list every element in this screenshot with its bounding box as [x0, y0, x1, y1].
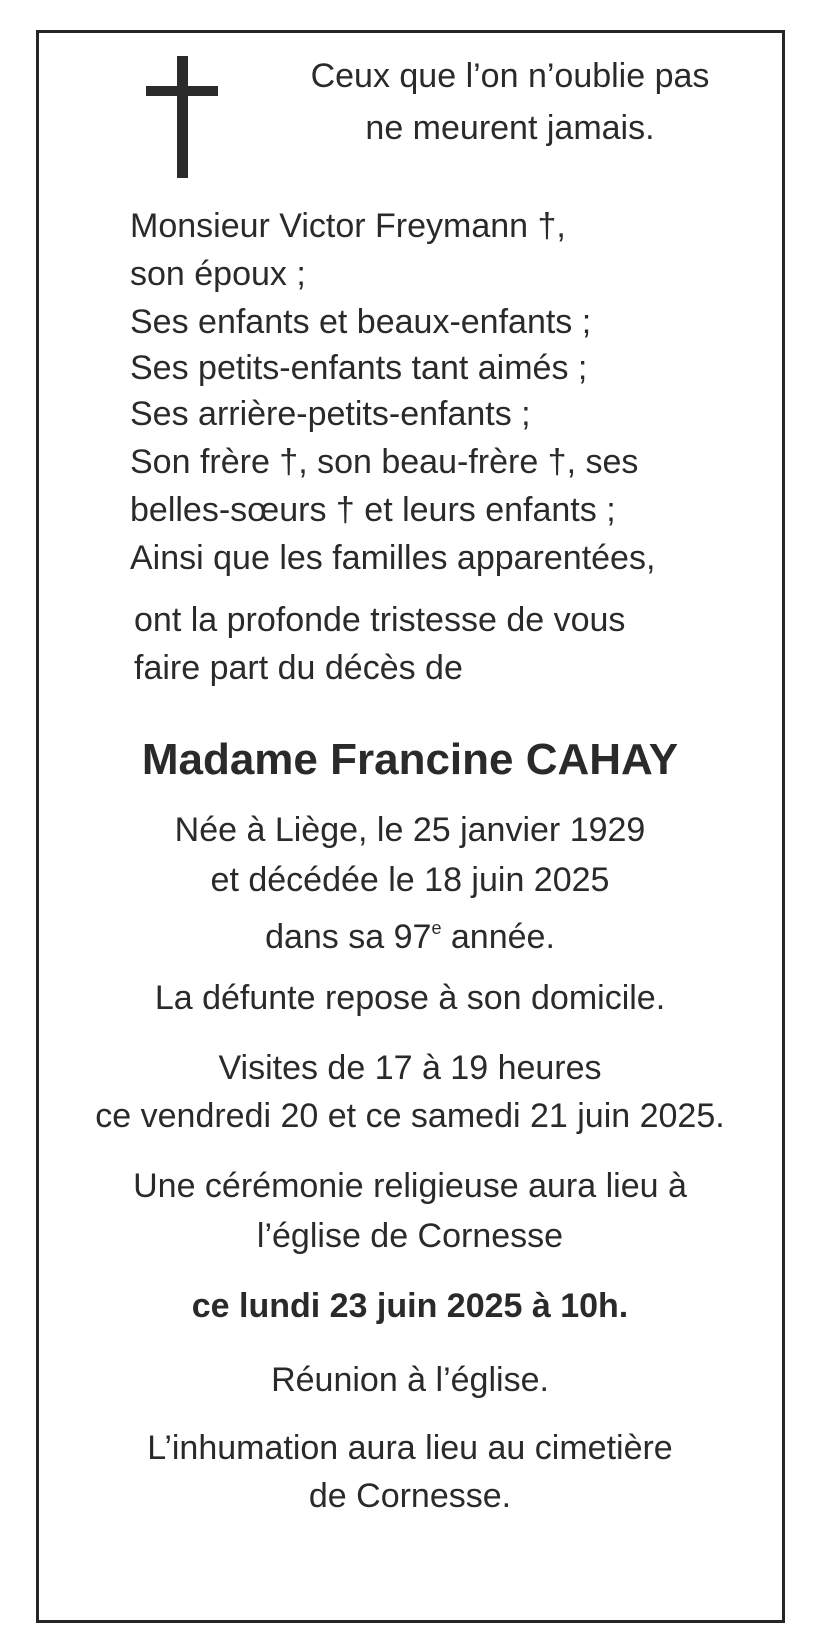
burial-line-1: L’inhumation aura lieu au cimetière: [147, 1429, 673, 1467]
family-line-4: Ses petits-enfants tant aimés ;: [130, 349, 588, 387]
motto-line-2: ne meurent jamais.: [365, 109, 655, 147]
visits-line-1: Visites de 17 à 19 heures: [218, 1049, 602, 1087]
announce-line-1: ont la profonde tristesse de vous: [134, 601, 626, 639]
age-line: dans sa 97e année.: [265, 918, 555, 956]
visits-line-2: ce vendredi 20 et ce samedi 21 juin 2025.: [95, 1097, 725, 1135]
family-line-7: belles-sœurs † et leurs enfants ;: [130, 491, 616, 529]
ceremony-line-2: l’église de Cornesse: [256, 1217, 564, 1255]
family-line-5: Ses arrière-petits-enfants ;: [130, 395, 531, 433]
cross-icon: [146, 56, 218, 178]
family-line-6: Son frère †, son beau-frère †, ses: [130, 443, 639, 481]
deceased-name: Madame Francine CAHAY: [141, 735, 679, 784]
death-line: et décédée le 18 juin 2025: [210, 861, 610, 899]
ceremony-date: ce lundi 23 juin 2025 à 10h.: [191, 1287, 629, 1325]
repose-line: La défunte repose à son domicile.: [154, 979, 666, 1017]
ceremony-line-1: Une cérémonie religieuse aura lieu à: [133, 1167, 687, 1205]
family-line-3: Ses enfants et beaux-enfants ;: [130, 303, 592, 341]
family-line-8: Ainsi que les familles apparentées,: [130, 539, 656, 577]
burial-line-2: de Cornesse.: [308, 1477, 512, 1515]
family-line-2: son époux ;: [130, 255, 306, 293]
birth-line: Née à Liège, le 25 janvier 1929: [174, 811, 646, 849]
announce-line-2: faire part du décès de: [134, 649, 463, 687]
family-line-1: Monsieur Victor Freymann †,: [130, 207, 566, 245]
motto-line-1: Ceux que l’on n’oublie pas: [310, 57, 710, 95]
meeting-line: Réunion à l’église.: [271, 1361, 549, 1399]
